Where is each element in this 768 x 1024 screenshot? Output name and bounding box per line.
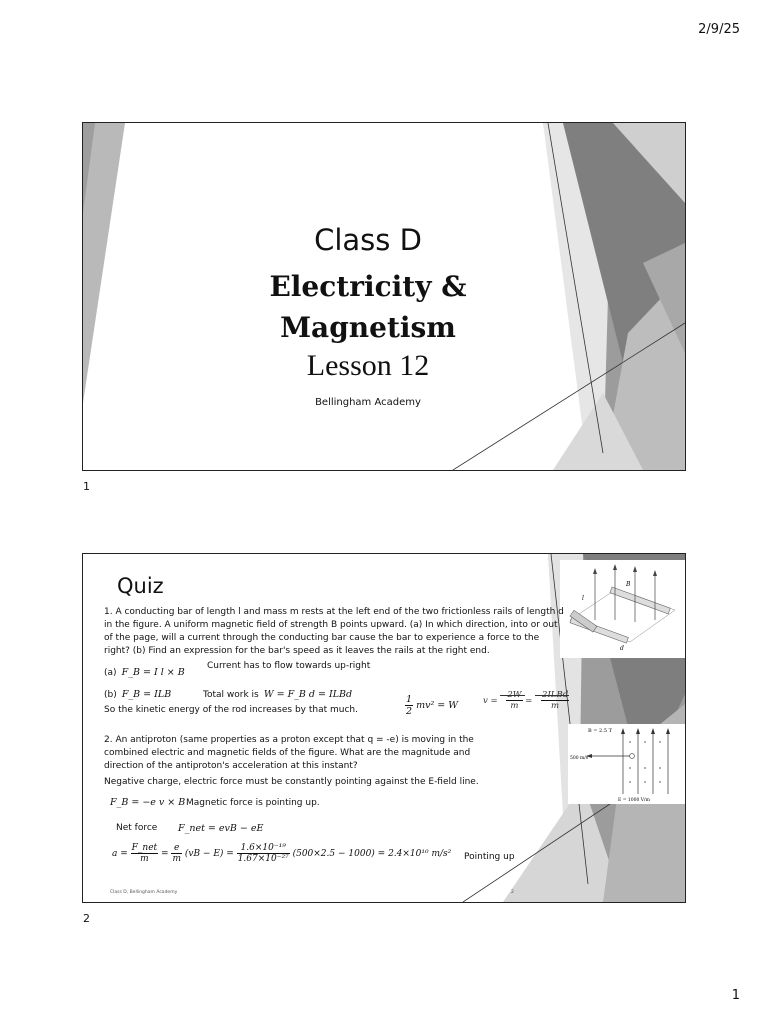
answer-1b [104,682,171,701]
acceleration-equation: a = $\frac{\text{F\_net}}{m}$ = $\frac{e}{m}$ (vB − E) = $\frac{\text{1.6×10⁻¹⁹}}{\text{1.67×10⁻²⁷}}$ (500×2.5 − 1000) = 2.4×10¹⁰ m/s² [112,843,452,864]
print-date: 2/9/25 [698,22,740,37]
rails-label-d: d [620,645,624,652]
slide-2-title: Quiz [117,574,164,598]
slide-1-institution: Bellingham Academy [315,397,421,408]
answer-1a-note: Current has to flow towards up-right [207,661,371,671]
answer-1a-label: (a) [104,668,117,678]
velocity-equation: v = $\frac{2W}{m}$ = $\frac{\text{2ILBd}}{m}$ [483,690,569,711]
rails-label-b: B [626,581,631,588]
answer-1b-label: (b) [104,690,117,700]
slide-2-number: 2 [83,912,90,925]
answer-1b-work-label: Total work is [203,690,259,700]
slide-1-lesson: Lesson 12 [306,349,430,382]
page-number: 1 [731,988,740,1003]
fields-figure [568,724,685,804]
half-fraction: $\frac{1}{2}$ [406,694,413,717]
answer-1a [104,660,185,679]
magnetic-force-note: Magnetic force is pointing up. [186,798,320,808]
fields-label-b: B = 2.5 T [588,728,612,734]
answer-1a-equation: F_B = I l × B [121,667,185,678]
rails-diagram [560,560,685,658]
slide-2-footer: Class D, Bellingham Academy [110,890,178,895]
answer-2-note: Negative charge, electric force must be constantly pointing against the E-field line. [104,777,479,787]
fields-label-v: 500 m/s [570,756,589,761]
question-2: 2. An antiproton (same properties as a proton except that q = -e) is moving in the combined electric and magnetic fields of the figure. What are the magnitude and direction of the antiproton's acceleration at this instant? [104,735,474,771]
rails-figure [560,560,685,658]
fnet-over-m: $\frac{\text{F\_net}}{m}$ [131,843,158,864]
slide-1-number: 1 [83,480,90,493]
acceleration-direction-note: Pointing up [464,852,515,862]
net-force-label: Net force [116,823,158,833]
slide-1-subject-line-2: Magnetism [280,311,456,344]
slide-1-subject-line-1: Electricity & [269,270,467,303]
charge-over-mass: $\frac{\text{1.6×10⁻¹⁹}}{\text{1.67×10⁻²⁷}}$ [237,843,289,864]
kinetic-energy-note: So the kinetic energy of the rod increases by that much. [104,705,358,715]
net-force-equation: F_net = evB − eE [178,823,264,834]
fields-diagram [568,724,685,804]
slide-1 [82,122,686,471]
answer-1b-equation: F_B = ILB [121,689,172,700]
answer-1b-work-equation: W = F_B d = ILBd [263,689,353,700]
e-over-m: $\frac{e}{m}$ [172,843,181,864]
sqrt-2: $\frac{\text{2ILBd}}{m}$ [535,695,569,706]
answer-1b-work [203,682,352,701]
slide-2-footer-number: 2 [511,890,514,895]
kinetic-energy-equation: $\frac{1}{2}$ mv² = W [406,694,459,717]
sqrt-1: $\frac{2W}{m}$ [500,695,525,706]
question-1: 1. A conducting bar of length l and mass m rests at the left end of the two frictionless rails of length d in the figure. A uniform magnetic field of strength B points upward. (a) In which direction, into or out of the page, will a current through the conducting bar cause the bar to experience a force to the right? (b) Find an expression for the bar's speed as it leaves the rails at the right end. [104,607,564,656]
fields-label-e: E = 1000 V/m [618,798,650,803]
slide-1-subject [243,266,493,348]
slide-1-course: Class D [314,223,422,257]
rails-label-l: l [582,595,584,602]
magnetic-force-equation: F_B = −e v × B [110,797,186,808]
slide-2 [82,553,686,903]
